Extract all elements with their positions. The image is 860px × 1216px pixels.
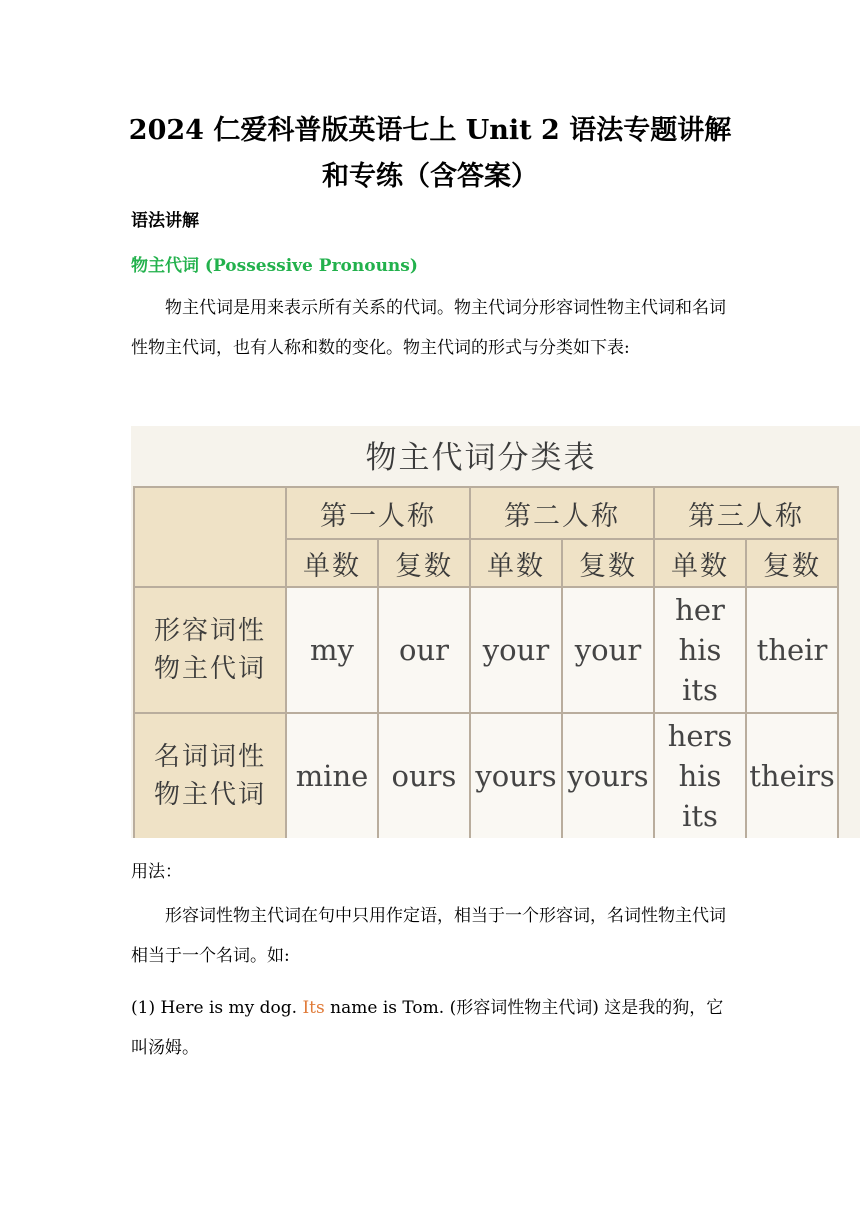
cell-line: hers	[667, 719, 733, 753]
table-cell: my	[286, 587, 378, 713]
table-cell	[654, 587, 746, 713]
row-label-adjective	[134, 587, 286, 713]
row-label-line: 物主代词	[153, 654, 266, 684]
table-cell: yours	[470, 713, 562, 838]
table-cell: our	[378, 587, 470, 713]
table-cell: yours	[562, 713, 654, 838]
header-second-person: 第二人称	[470, 487, 654, 539]
document-title	[110, 108, 750, 200]
example-text: name is Tom. (形容词性物主代词) 这是我的狗，它叫汤姆。	[131, 998, 724, 1058]
intro-paragraph: 物主代词是用来表示所有关系的代词。物主代词分形容词性物主代词和名词性物主代词，也有人称和数的变化。物主代词的形式与分类如下表:	[131, 298, 726, 358]
usage-label: 用法：	[131, 862, 182, 882]
section-heading: 语法讲解	[131, 211, 199, 231]
row-label-noun	[134, 713, 286, 838]
pronoun-table	[133, 486, 839, 838]
header-singular: 单数	[470, 539, 562, 587]
table-cell: their	[746, 587, 838, 713]
table-cell: your	[562, 587, 654, 713]
table-cell: mine	[286, 713, 378, 838]
table-cell: ours	[378, 713, 470, 838]
table-title: 物主代词分类表	[365, 440, 597, 476]
cell-line: its	[682, 799, 718, 833]
header-singular: 单数	[286, 539, 378, 587]
example-highlight: Its	[302, 998, 325, 1018]
row-label-line: 名词词性	[153, 742, 266, 772]
usage-paragraph: 形容词性物主代词在句中只用作定语，相当于一个形容词，名词性物主代词相当于一个名词。如:	[131, 906, 726, 966]
table-cell: your	[470, 587, 562, 713]
header-first-person: 第一人称	[286, 487, 470, 539]
row-label-line: 形容词性	[153, 616, 266, 646]
header-third-person: 第三人称	[654, 487, 838, 539]
title-line-2: 和专练（含答案）	[322, 161, 538, 192]
table-cell	[654, 713, 746, 838]
cell-line: his	[678, 759, 722, 793]
corner-cell	[134, 487, 286, 587]
cell-line: his	[678, 633, 722, 667]
example-text: (1) Here is my dog.	[131, 998, 303, 1018]
title-line-1: 2024 仁爱科普版英语七上 Unit 2 语法专题讲解	[128, 115, 732, 146]
example-sentence	[131, 988, 733, 1068]
header-singular: 单数	[654, 539, 746, 587]
header-plural: 复数	[378, 539, 470, 587]
pronoun-table-figure	[131, 426, 860, 838]
table-row	[134, 713, 838, 838]
cell-line: her	[675, 593, 725, 627]
header-plural: 复数	[562, 539, 654, 587]
table-row	[134, 587, 838, 713]
header-plural: 复数	[746, 539, 838, 587]
subsection-heading: 物主代词 (Possessive Pronouns)	[131, 256, 418, 276]
row-label-line: 物主代词	[153, 780, 266, 810]
cell-line: its	[682, 673, 718, 707]
table-cell: theirs	[746, 713, 838, 838]
